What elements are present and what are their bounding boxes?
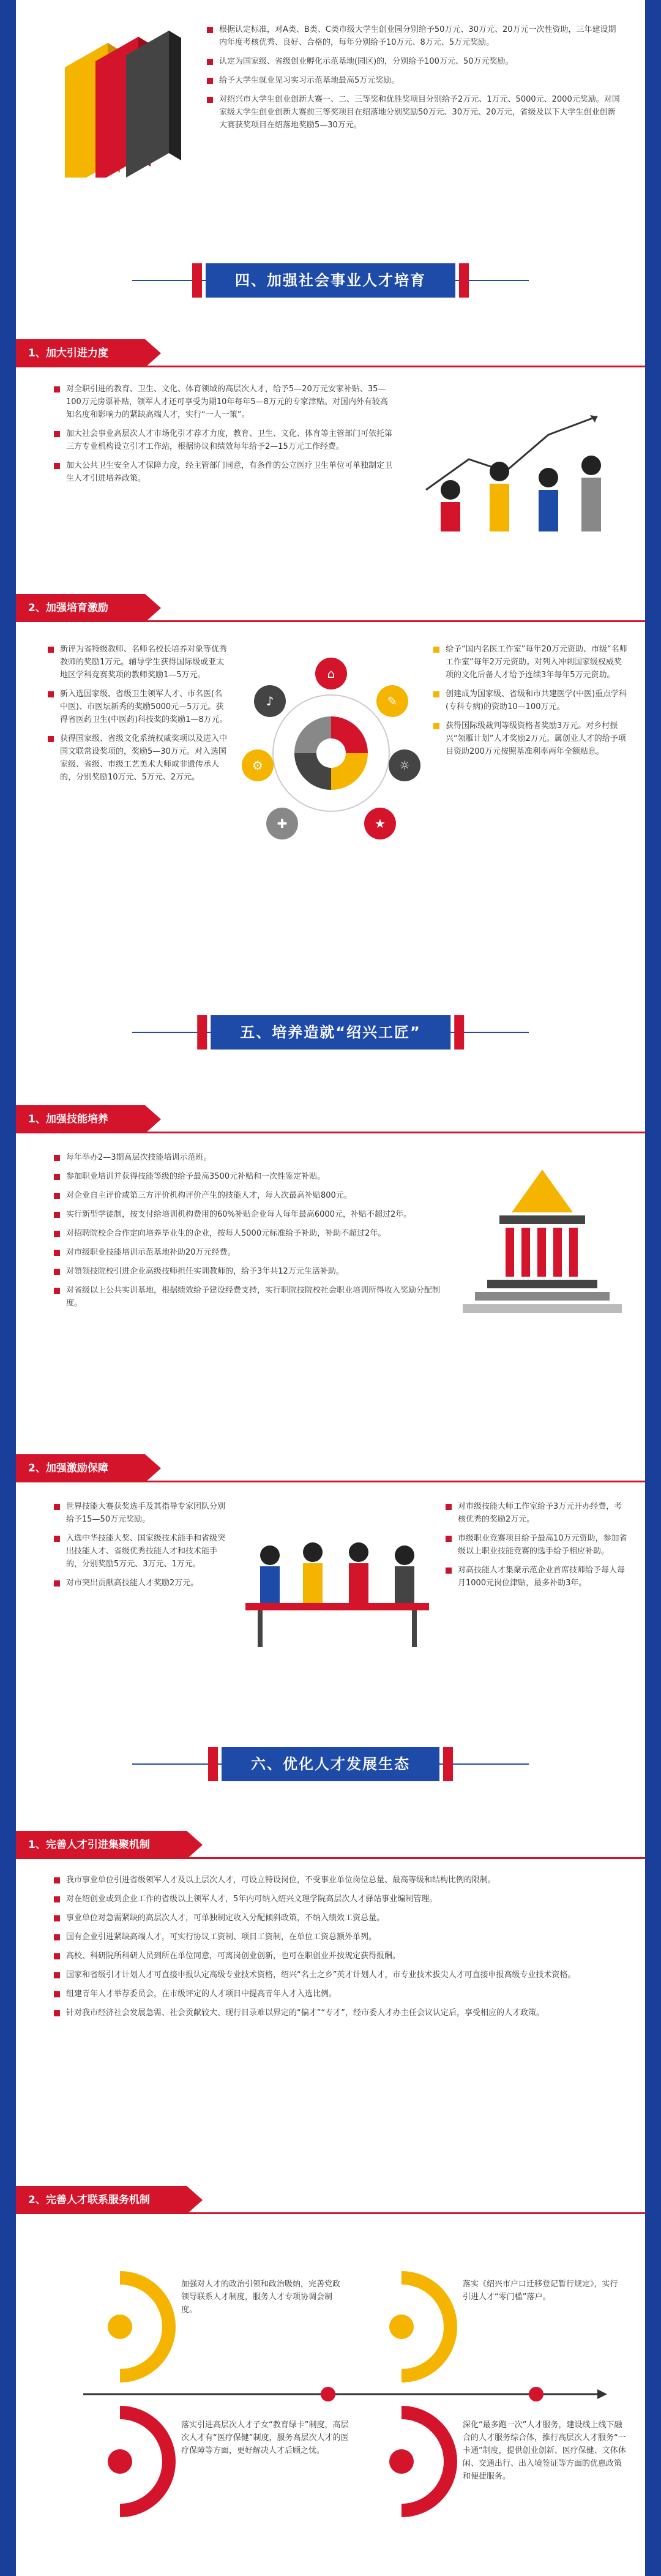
svg-text:☼: ☼: [399, 758, 410, 773]
meeting-table-illustration: [239, 1531, 435, 1653]
gear-icon: [242, 749, 274, 781]
chart-icon: [254, 685, 286, 717]
stethoscope-icon: [266, 808, 298, 839]
list-item: 新入选国家级、省级卫生领军人才、市名医(名中医)、市医坛新秀的奖励5000元—5万元。获得省医药卫生(中医药)科技奖的奖励1—8万元。: [47, 688, 230, 726]
service-box-2: 落实《绍兴市户口迁移登记暂行规定》，实行引进人才“零门槛”落户。: [463, 2280, 618, 2302]
icon-wheel-illustration: [239, 649, 423, 857]
section-5-1-title: 1、加强技能培养: [16, 1105, 145, 1133]
list-item: 市级职业竞赛项目给予最高10万元资助，参加省级以上职业技能竞赛的选手给予相应补助。: [444, 1532, 628, 1558]
temple-pyramid-illustration: [457, 1163, 628, 1359]
trophy-icon: [364, 808, 396, 839]
section-4-2-title: 2、加强培育激励: [16, 594, 145, 622]
list-item: 加大社会事业高层次人才市场化引才荐才力度，教育、卫生、文化、体育等主管部门可依托第三方专业机构设立引才工作站，根据协议和绩效每年给予2—15万元工作经费。: [53, 427, 395, 453]
section-4-2-right-list: [432, 643, 628, 764]
svg-text:⌂: ⌂: [327, 666, 335, 681]
service-box-1: 加强对人才的政治引领和政治吸纳，完善党政领导联系人才制度，服务人才专项协调会制度。: [181, 2280, 341, 2315]
list-item: 对企业自主评价或第三方评价机构评价产生的技能人才，每人次最高补贴800元。: [53, 1189, 444, 1202]
list-item: 获得国家级、省级文化系统权威奖项以及进入中国文联常设奖项的，奖励5—30万元。对入选国家级、省级、市级工艺美术大师或非遗传承人的，分别奖励10万元、5万元、2万元。: [47, 732, 230, 784]
section-6-2-title: 2、完善人才联系服务机制: [16, 2186, 187, 2214]
users-icon: [260, 1542, 414, 1603]
list-item: 参加职业培训并获得技能等级的给予最高3500元补贴和一次性鉴定补贴。: [53, 1170, 444, 1183]
svg-text:✎: ✎: [387, 694, 398, 708]
list-item: 对市级职业技能培训示范基地补助20万元经费。: [53, 1246, 444, 1259]
stacked-books-illustration: [53, 18, 193, 178]
list-item: 组建青年人才举荐委员会，在市级评定的人才项目中提高青年人才入选比例。: [53, 1988, 616, 2000]
svg-text:♪: ♪: [266, 694, 274, 708]
list-item: 认定为国家级、省级创业孵化示范基地(园区)的，分别给予100万元、50万元奖励。: [206, 55, 622, 68]
list-item: 对市突出贡献高技能人才奖励2万元。: [53, 1577, 230, 1590]
book-icon: [376, 685, 408, 717]
list-item: 国家和省级引才计划人才可直接申报认定高级专业技术资格，绍兴“名士之乡”英才计划人才，市专业技术拔尖人才可直接申报高级专业技术资格。: [53, 1969, 616, 1981]
list-item: 对全职引进的教育、卫生、文化、体育领域的高层次人才，给予5—20万元安家补贴、35—100万元房票补贴，领军人才还可享受为期10年每年5—8万元的专家津贴。对国内外有较高知名度和影响力的紧缺高端人才，实行“一人一策”。: [53, 383, 395, 421]
list-item: 对绍兴市大学生创业创新大赛一、二、三等奖和优胜奖项目分别给予2万元、1万元、5000元、2000元奖励。对国家级大学生创业创新大赛前三等奖项目在绍落地分别奖励50万元、30万元、20万元，省级及以下大学生创业创新大赛获奖项目在绍落地奖励5—30万元。: [206, 93, 622, 132]
list-item: 世界技能大赛获奖选手及其指导专家团队分别给予15—50万元奖励。: [53, 1500, 230, 1526]
svg-text:★: ★: [375, 816, 386, 831]
section-4-2-left-list: [47, 643, 230, 790]
list-item: 对在绍创业或到企业工作的省级以上领军人才，5年内可纳入绍兴文理学院高层次人才驿站事业编制管理。: [53, 1893, 616, 1906]
section-5-2-title: 2、加强激励保障: [16, 1454, 145, 1482]
list-item: 针对我市经济社会发展急需、社会贡献较大、现行目录难以界定的“偏才”“专才”，经市委人才办主任会议认定后，享受相应的人才政策。: [53, 2007, 616, 2019]
section-6-header: 六、优化人才发展生态: [222, 1747, 439, 1781]
list-item: 新评为省特级教师、名师名校长培养对象等优秀教师的奖励1万元。辅导学生获得国际级或亚太地区学科竞赛奖项的教师奖励1—5万元。: [47, 643, 230, 682]
list-item: 国有企业引进紧缺高端人才，可实行协议工资制、项目工资制，在单位工资总额外单列。: [53, 1931, 616, 1943]
list-item: 对省级以上公共实训基地，根据绩效给予建设经费支持，实行职院技院校社会职业培训所得收入奖励分配制度。: [53, 1284, 444, 1310]
list-item: 创建成为国家级、省级和市共建医学(中医)重点学科(专科专病)的资助10—100万元。: [432, 688, 628, 713]
svg-text:⚙: ⚙: [252, 758, 263, 773]
section-4-1-title: 1、加大引进力度: [16, 339, 145, 367]
top-bullet-list: [206, 23, 622, 138]
list-item: 对領领技院校引进企业高级技师担任实训教师的，给予3年共12万元生活补助。: [53, 1265, 444, 1278]
list-item: 给予大学生就业见习实习示范基地最高5万元奖励。: [206, 74, 622, 87]
section-5-header: 五、培养造就“绍兴工匠”: [211, 1015, 450, 1050]
section-5-2-left-list: [53, 1500, 230, 1596]
list-item: 对市级技能大师工作室给予3万元开办经费，考核优秀的奖励2万元。: [444, 1500, 628, 1526]
list-item: 实行新型学徒制，按支付给培训机构费用的60%补贴企业每人每年最高6000元，补贴不超过2年。: [53, 1208, 444, 1221]
service-box-3: 落实引进高层次人才子女“教育绿卡”制度，高层次人才有“医疗保健”制度，服务高层次人才的医疗保障等方面，更好解决人才后顾之忧。: [181, 2420, 349, 2455]
section-5-1-list: [53, 1151, 444, 1316]
section-4-header: 四、加强社会事业人才培育: [206, 263, 455, 298]
service-box-4: 深化“最多跑一次”人才服务，建设线上线下融合的人才服务综合体，推行高层次人才服务“一卡通”制度，提供创业创新、医疗保健、文体休闲、交通出行、出入境签证等方面的优惠政策和便捷服务。: [463, 2420, 626, 2481]
list-item: 给予“国内名医工作室”每年20万元资助、市级“名师工作室”每年2万元资助。对列入冲刺国家级权威奖项的文化后备人才给予连续3年每年5万元资助。: [432, 643, 628, 682]
teamwork-chart-illustration: [414, 398, 616, 533]
section-4-1-list: [53, 383, 395, 491]
bank-icon: [315, 658, 347, 689]
list-item: 加大公共卫生安全人才保障力度，经主管部门同意，有条件的公立医疗卫生单位可单独制定卫生人才引进培养政策。: [53, 459, 395, 485]
page-frame: [16, 0, 645, 2576]
lightbulb-icon: [389, 749, 420, 781]
list-item: 获得国际级裁判等级资格者奖励3万元。对乡村振兴“领雁计划”人才奖励2万元。属创业人才的给予项目资助200万元按照基准利率两年全额贴息。: [432, 719, 628, 758]
list-item: 对招聘院校企合作定向培养毕业生的企业，按每人5000元标准给予补助，补助不超过2年。: [53, 1227, 444, 1240]
list-item: 对高技能人才集聚示范企业首席技师给予每人每月1000元岗位津贴，最多补助3年。: [444, 1564, 628, 1590]
list-item: 根据认定标准，对A类、B类、C类市级大学生创业园分别给予50万元、30万元、20万元一次性资助，三年建设期内年度考核优秀、良好、合格的，每年分别给予10万元、8万元、5万元奖励。: [206, 23, 622, 49]
svg-text:✚: ✚: [277, 816, 288, 831]
top-section: [16, 0, 645, 227]
list-item: 入选中华技能大奖、国家级技术能手和省级突出技能人才、省级优秀技能人才和技术能手的，分别奖励5万元、3万元、1万元。: [53, 1532, 230, 1571]
list-item: 我市事业单位引进省级领军人才及以上层次人才，可设立特设岗位，不受事业单位岗位总量、最高等级和结构比例的限制。: [53, 1874, 616, 1887]
list-item: 事业单位对急需紧缺的高层次人才，可单独制定收入分配倾斜政策，不纳入绩效工资总量。: [53, 1912, 616, 1924]
section-6-1-title: 1、完善人才引进集聚机制: [16, 1831, 187, 1859]
section-5-2-right-list: [444, 1500, 628, 1596]
list-item: 每年举办2—3期高层次技能培训示范班。: [53, 1151, 444, 1164]
section-6-1-list: [53, 1874, 616, 2026]
list-item: 高校、科研院所科研人员到所在单位同意，可离岗创业创新，也可在职创业并按规定获得报酬。: [53, 1950, 616, 1962]
